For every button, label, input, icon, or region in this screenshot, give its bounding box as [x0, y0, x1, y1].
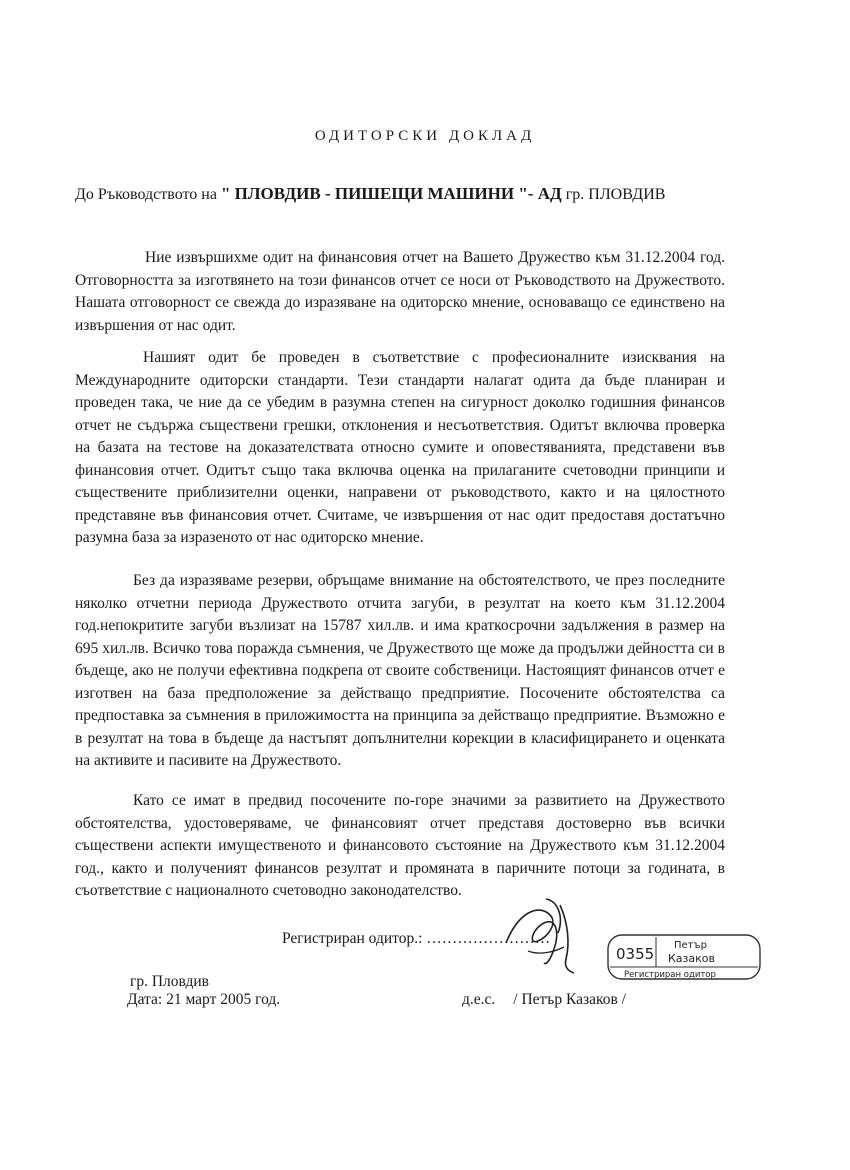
- document-title: ОДИТОРСКИ ДОКЛАД: [314, 128, 536, 144]
- stamp-name-line1: Петър: [674, 940, 707, 951]
- date-line: Дата: 21 март 2005 год.: [127, 991, 281, 1008]
- addressee-prefix: До Ръководството на: [75, 186, 221, 203]
- dec-signature-line: [462, 991, 626, 1009]
- registered-auditor-line: Регистриран одитор.: ……………………: [282, 930, 551, 947]
- dec-label: д.е.с.: [462, 991, 496, 1008]
- city-line: гр. Пловдив: [130, 973, 209, 990]
- addressee-line: [75, 184, 795, 204]
- signature-icon: [498, 893, 590, 975]
- stamp-number: 0355: [616, 945, 655, 963]
- stamp-role: Регистриран одитор: [624, 970, 716, 980]
- stamp-name-line2: Казаков: [668, 952, 715, 965]
- paragraph-audit-standards: Нашият одит бе проведен в съответствие с професионалните изисквания на Международните одиторски стандарти. Тези стандарти налагат одита да бъде планиран и проведен така, че ние да се убедим в разумна степен на сигурност доколко годишния финансов отчет не съдържа съществени грешки, отклонения и несъответствия. Одитът включва проверка на базата на тестове на доказателствата относно сумите и оповестяванията, представени във финансовия отчет. Одитът също така включва оценка на прилаганите счетоводни принципи и съществените приблизителни оценки, направени от ръководството, както и на цялостното представяне във финансовия отчет. Считаме, че извършения от нас одит предоставя достатъчно разумна база за изразеното от нас одиторско мнение.: [75, 349, 725, 546]
- paragraph-audit-scope: Ние извършихме одит на финансовия отчет на Вашето Дружество към 31.12.2004 год. Отговорността за изготвянето на този финансов отчет се носи от Ръководството на Дружеството. Нашата отговорност се свежда до изразяване на одиторско мнение, основаващо се единствено на извършения от нас одит.: [75, 249, 725, 334]
- dec-name: / Петър Казаков /: [513, 991, 626, 1008]
- paragraph-emphasis-of-matter: Без да изразяваме резерви, обръщаме внимание на обстоятелството, че през последните няколко отчетни периода Дружеството отчита загуби, в резултат на което към 31.12.2004 год.непокритите загуби възлизат на 15787 хил.лв. и има краткосрочни задължения в размер на 695 хил.лв. Всичко това поражда съмнения, че Дружеството ще може да продължи дейността си в бъдеще, ако не получи ефективна подкрепа от своите собственици. Настоящият финансов отчет е изготвен на база предположение за действащо предприятие. Посочените обстоятелства са предпоставка за съмнения в приложимостта на принципа за действащо предприятие. Възможно е в резултат на това в бъдеще да настъпят допълнителни корекции в класифицирането и оценката на активите и пасивите на Дружеството.: [75, 572, 725, 769]
- paragraph-opinion: Като се имат в предвид посочените по-горе значими за развитието на Дружеството обстоятелства, удостоверяваме, че финансовият отчет представя достоверно във всички съществени аспекти имущественото и финансовото състояние на Дружеството към 31.12.2004 год., както и полученият финансов резултат и промяната в паричните потоци за годината, в съответствие с националното счетоводно законодателство.: [75, 792, 725, 899]
- company-name: " ПЛОВДИВ - ПИШЕЩИ МАШИНИ "- АД: [220, 184, 562, 203]
- addressee-city: гр. ПЛОВДИВ: [561, 186, 666, 203]
- auditor-stamp-icon: [606, 933, 762, 981]
